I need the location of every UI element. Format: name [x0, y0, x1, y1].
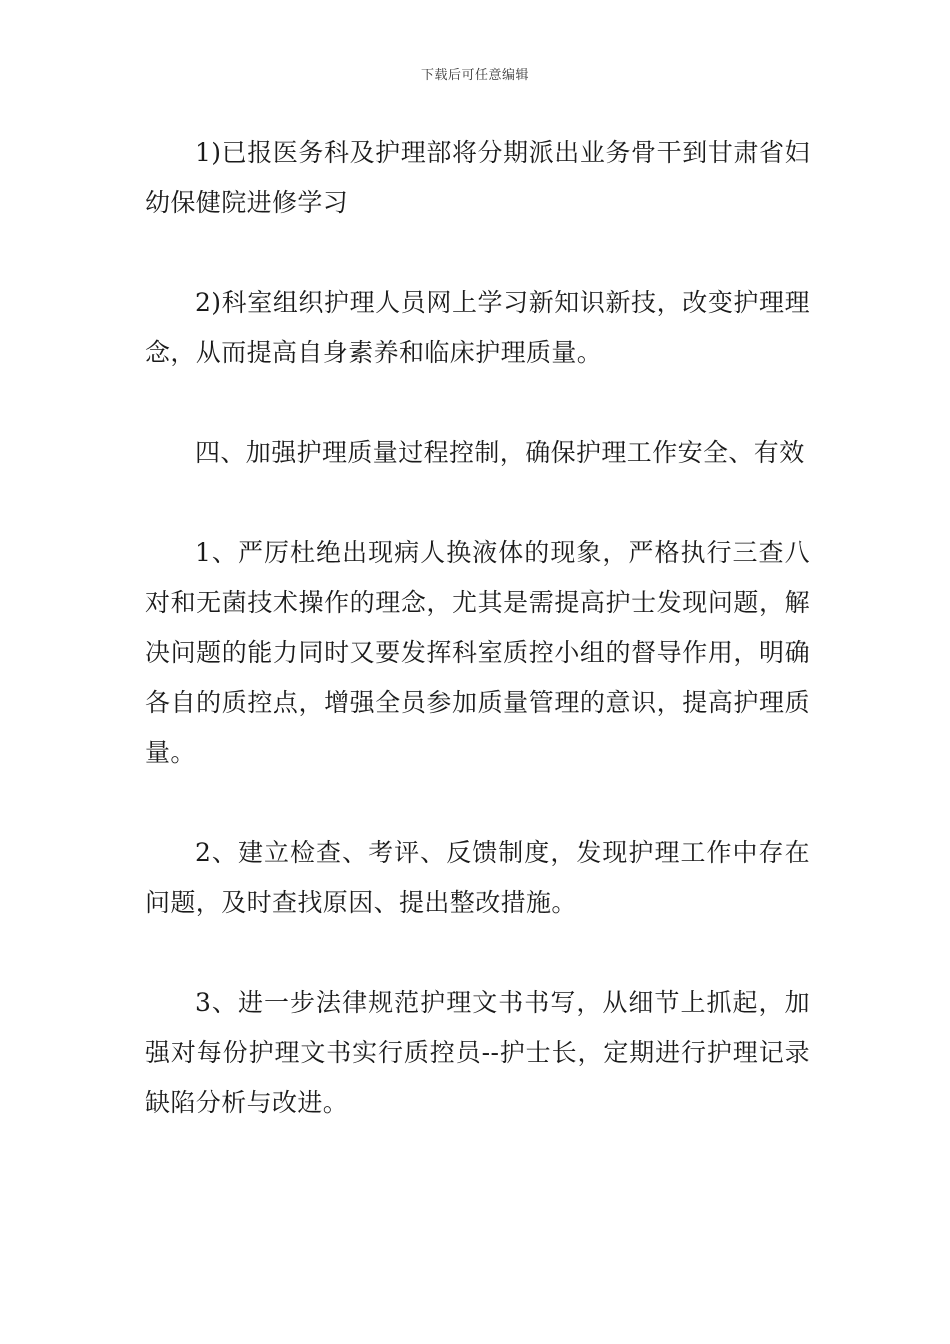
- section-heading: 四、加强护理质量过程控制，确保护理工作安全、有效: [195, 438, 805, 467]
- document-body: [145, 128, 810, 1178]
- paragraph-1: 1)已报医务科及护理部将分期派出业务骨干到甘肃省妇幼保健院进修学习: [145, 138, 810, 217]
- paragraph-4: 2、建立检查、考评、反馈制度，发现护理工作中存在问题，及时查找原因、提出整改措施。: [145, 838, 810, 917]
- paragraph-3: 1、严厉杜绝出现病人换液体的现象，严格执行三查八对和无菌技术操作的理念，尤其是需提高护士发现问题，解决问题的能力同时又要发挥科室质控小组的督导作用，明确各自的质控点，增强全员参加质量管理的意识，提高护理质量。: [145, 538, 810, 767]
- paragraph-5: 3、进一步法律规范护理文书书写，从细节上抓起，加强对每份护理文书实行质控员--护士长，定期进行护理记录缺陷分析与改进。: [145, 988, 810, 1117]
- paragraph-2: 2)科室组织护理人员网上学习新知识新技，改变护理理念，从而提高自身素养和临床护理质量。: [145, 288, 810, 367]
- page-header: 下载后可任意编辑: [420, 68, 529, 83]
